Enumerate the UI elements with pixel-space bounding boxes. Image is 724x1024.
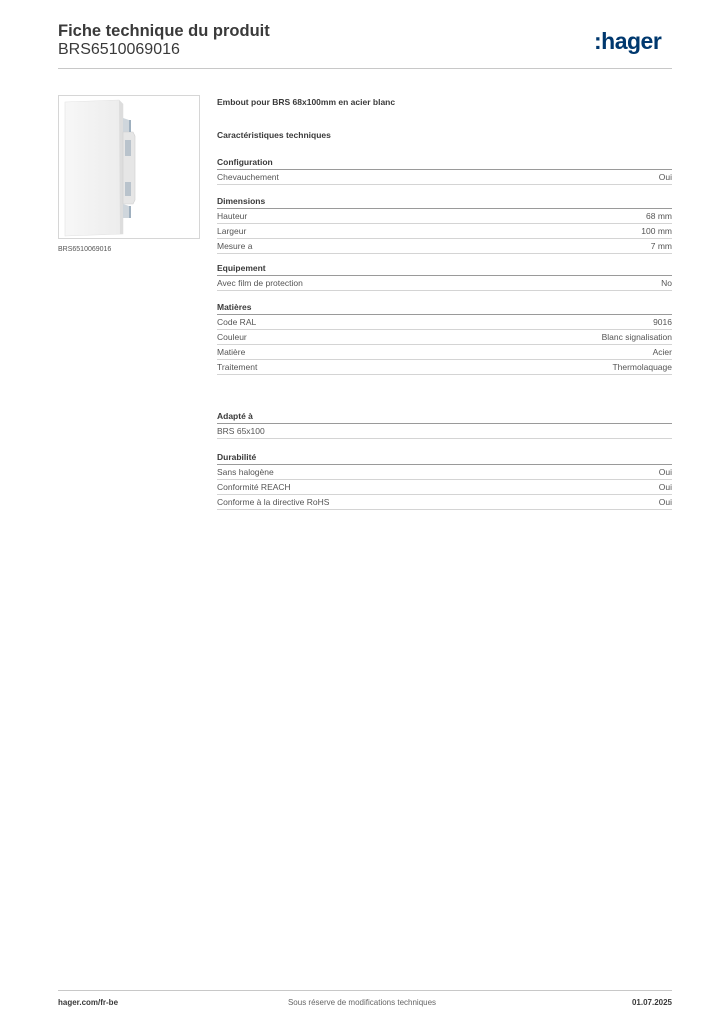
spec-label: Traitement (217, 362, 258, 372)
spec-row (217, 480, 672, 495)
spec-value: 9016 (653, 317, 672, 327)
spec-row (217, 315, 672, 330)
footer-date: 01.07.2025 (631, 998, 672, 1007)
group-dimensions (217, 194, 672, 254)
spec-row (217, 239, 672, 254)
spec-label: Code RAL (217, 317, 257, 327)
spec-label: Hauteur (217, 211, 248, 221)
technical-heading: Caractéristiques techniques (217, 130, 331, 140)
spec-value: 68 mm (646, 211, 672, 221)
spec-row (217, 224, 672, 239)
spec-row (217, 330, 672, 345)
footer-website: hager.com/fr-be (58, 998, 119, 1007)
group-title: Configuration (217, 155, 672, 170)
group-matieres (217, 300, 672, 375)
spec-row (217, 170, 672, 185)
group-durabilite (217, 450, 672, 510)
spec-value: Oui (658, 467, 672, 477)
spec-value: 100 mm (641, 226, 672, 236)
hager-logo (594, 26, 674, 58)
spec-value: Oui (658, 172, 672, 182)
group-equipement (217, 261, 672, 291)
header-divider (58, 68, 672, 69)
image-caption: BRS6510069016 (58, 246, 112, 253)
spec-value: Oui (658, 497, 672, 507)
spec-label: Matière (217, 347, 246, 357)
spec-row (217, 465, 672, 480)
spec-value: No (661, 278, 672, 288)
spec-label: Couleur (217, 332, 247, 342)
cable-trunking-end-cap-icon (59, 96, 199, 238)
group-configuration (217, 155, 672, 185)
spec-label: Conforme à la directive RoHS (217, 497, 330, 507)
spec-label: Conformité REACH (217, 482, 291, 492)
spec-value: Thermolaquage (612, 362, 672, 372)
svg-text::hager: :hager (594, 28, 662, 54)
spec-row (217, 345, 672, 360)
spec-label: Chevauchement (217, 172, 279, 182)
spec-row (217, 495, 672, 510)
footer-divider (58, 990, 672, 991)
spec-row (217, 276, 672, 291)
spec-value: Blanc signalisation (601, 332, 672, 342)
spec-value: Oui (658, 482, 672, 492)
spec-label: Mesure a (217, 241, 253, 251)
spec-value: 7 mm (650, 241, 672, 251)
group-title: Matières (217, 300, 672, 315)
spec-row (217, 360, 672, 375)
spec-row (217, 424, 672, 439)
group-title: Durabilité (217, 450, 672, 465)
product-reference: BRS6510069016 (58, 41, 180, 58)
spec-row (217, 209, 672, 224)
product-image (58, 95, 200, 239)
spec-label: Sans halogène (217, 467, 274, 477)
page-title: Fiche technique du produit (58, 22, 270, 40)
group-title: Dimensions (217, 194, 672, 209)
footer-disclaimer: Sous réserve de modifications techniques (287, 998, 437, 1007)
group-adapte (217, 409, 672, 439)
spec-label: Largeur (217, 226, 247, 236)
spec-label: Avec film de protection (217, 278, 303, 288)
spec-value: Acier (652, 347, 672, 357)
group-title: Adapté à (217, 409, 672, 424)
spec-label: BRS 65x100 (217, 426, 265, 436)
product-title: Embout pour BRS 68x100mm en acier blanc (217, 97, 396, 107)
group-title: Equipement (217, 261, 672, 276)
